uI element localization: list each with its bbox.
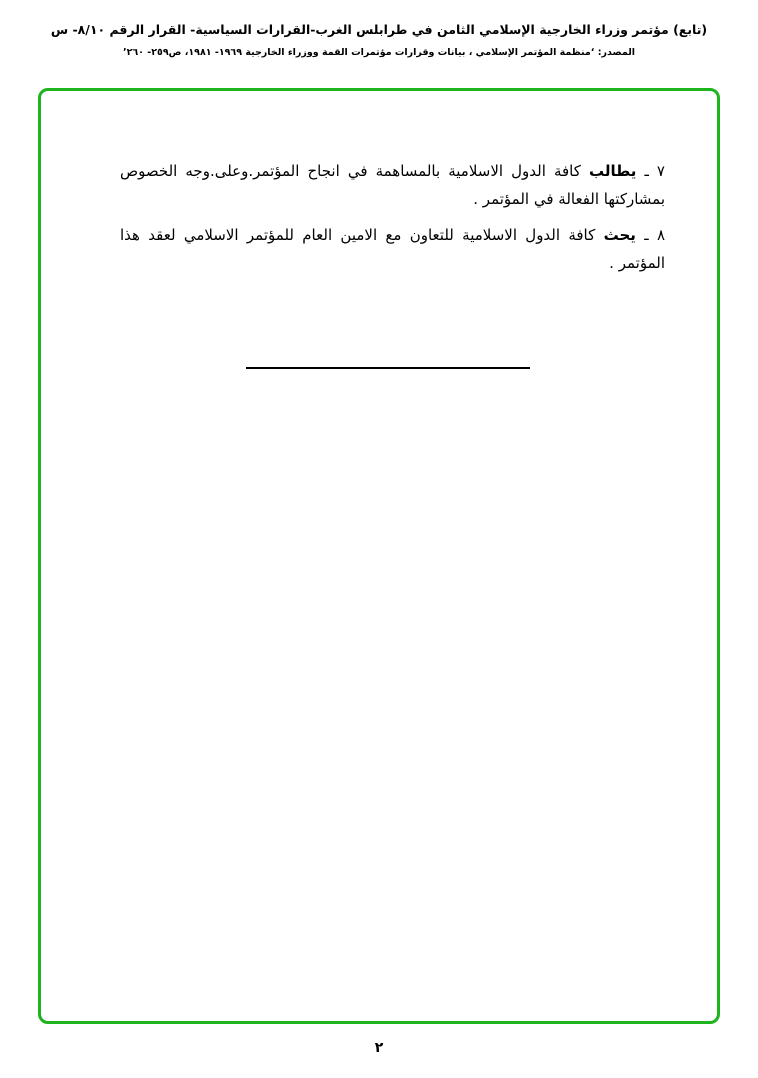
- paragraph-8: [120, 221, 665, 277]
- header-title-line: (تابع) مؤتمر وزراء الخارجية الإسلامي الثامن في طرابلس الغرب-القرارات السياسية- القرار الرقم ٨/١٠- س: [50, 22, 708, 37]
- paragraph-7: [120, 157, 665, 213]
- page-footer: [0, 1037, 758, 1056]
- header-source-line: المصدر: ‘منظمة المؤتمر الإسلامي ، بيانات وقرارات مؤتمرات القمة ووزراء الخارجية ١٩٦٩- ١٩٨١، ص٢٥٩- ٢٦٠’: [122, 47, 636, 58]
- paragraph-8-text: كافة الدول الاسلامية للتعاون مع الامين العام للمؤتمر الاسلامي لعقد هذا المؤتمر .: [120, 226, 665, 272]
- paragraph-7-number: ٧ ـ: [644, 162, 665, 180]
- content-frame: [38, 88, 720, 1024]
- paragraph-8-number: ٨ ـ: [644, 226, 665, 244]
- document-header: [0, 22, 758, 58]
- document-body: [120, 157, 665, 285]
- page-number: ٢: [374, 1040, 384, 1056]
- paragraph-7-keyword: يطالب: [588, 162, 637, 180]
- paragraph-8-keyword: يحث: [603, 226, 636, 244]
- section-divider: [246, 367, 530, 369]
- paragraph-7-text: كافة الدول الاسلامية بالمساهمة في انجاح المؤتمر.وعلى.وجه الخصوص بمشاركتها الفعالة في المؤتمر .: [120, 162, 665, 208]
